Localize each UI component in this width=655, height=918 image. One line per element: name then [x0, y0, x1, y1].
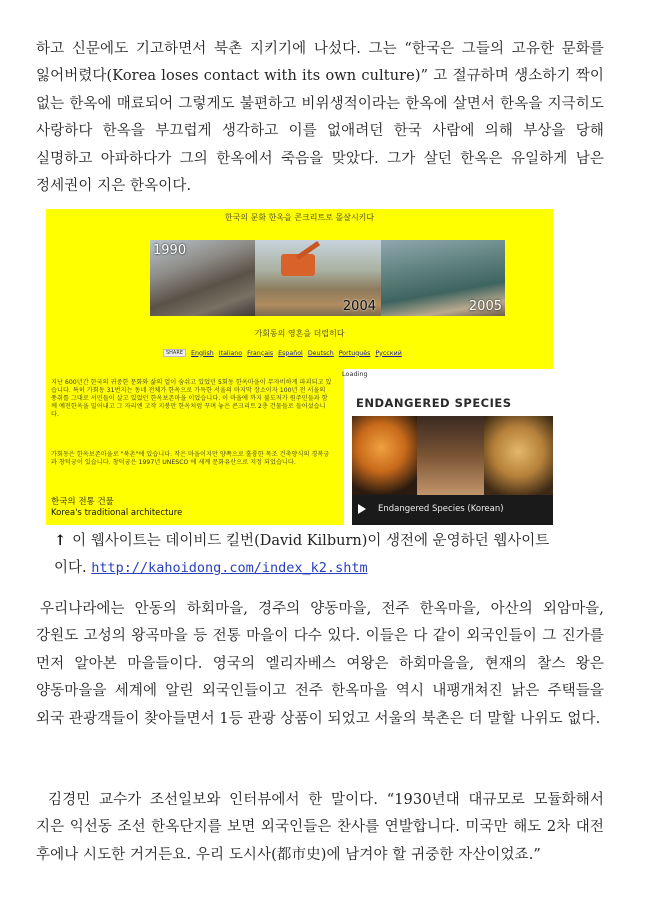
lang-link-italiano[interactable]: Italiano — [218, 349, 243, 357]
paragraph-1: 하고 신문에도 기고하면서 북촌 지키기에 나섰다. 그는 “한국은 그들의 고유한 문화를 잃어버렸다(Korea loses contact with its own culture)” 고 절규하며 생소하기 짝이 없는 한옥에 매료되어 그렇게도 불편하고 비위생적이라는 한옥에 살면서 한옥을 지극히도 사랑하다 한옥을 부끄럽게 생각하고 이를 없애려던 한국 사람에 의해 부상을 당해 실명하고 아파하다가 그의 한옥에서 죽음을 맞았다. 그가 살던 한옥은 유일하게 남은 정세권이 지은 한옥이다. — [36, 41, 604, 195]
lang-link-english[interactable]: English — [191, 349, 214, 357]
lang-link-russian[interactable]: Русский — [375, 349, 402, 357]
year-label-2005: 2005 — [468, 299, 502, 314]
video-title: ENDANGERED SPECIES — [356, 396, 512, 410]
photo-2005 — [381, 240, 505, 316]
lang-link-espanol[interactable]: Español — [278, 349, 303, 357]
tiger-image — [352, 416, 417, 495]
share-button[interactable]: SHARE — [163, 349, 186, 357]
figure-caption — [54, 527, 559, 582]
leopard-image — [484, 416, 553, 495]
photo-1990 — [150, 240, 255, 316]
caption-link[interactable]: http://kahoidong.com/index_k2.shtm — [91, 560, 368, 576]
heading-english: Korea's traditional architecture — [51, 508, 183, 518]
language-links — [163, 349, 402, 357]
heading-korean: 한국의 전통 건물 — [51, 497, 114, 507]
up-arrow-icon: ↑ — [54, 532, 67, 549]
lang-link-portugues[interactable]: Português — [338, 349, 371, 357]
description-panel — [46, 369, 344, 525]
paragraph-3: 김경민 교수가 조선일보와 인터뷰에서 한 말이다. “1930년대 대규모로 모듈화해서 지은 익선동 조선 한옥단지를 보면 외국인들은 찬사를 연발합니다. 미국만 해도 2차 대전 후에나 시도한 거거든요. 우리 도시사(都市史)에 남겨야 할 귀중한 자산이었죠.” — [36, 792, 604, 863]
video-label: Endangered Species (Korean) — [378, 504, 504, 514]
loading-text: Loading — [342, 370, 368, 378]
photo-strip — [150, 240, 505, 316]
description-text-2: 가회동은 한옥보존마을로 "북촌"에 있습니다. 작은 마을이지만 양쪽으로 훌륭한 목조 건축양식의 경복궁과 창덕궁이 있습니다. 창덕궁은 1997년 UNESCO 에 세계 문화유산으로 지정 되었습니다. — [51, 451, 330, 466]
website-screenshot-figure — [46, 209, 553, 525]
year-label-1990: 1990 — [153, 243, 187, 258]
caption-text: 이 웹사이트는 데이비드 킬번(David Kilburn)이 생전에 운영하던 웹사이트이다. — [54, 533, 550, 576]
hanok-interior-image — [417, 416, 484, 495]
figure-banner — [46, 209, 553, 369]
year-label-2004: 2004 — [342, 299, 376, 314]
lang-link-deutsch[interactable]: Deutsch — [307, 349, 334, 357]
video-thumbnail — [352, 392, 553, 495]
figure-subtitle: 가회동의 영혼을 더럽히다 — [254, 329, 345, 338]
description-text-1: 지난 600년간 한국의 귀중한 문화와 삶의 얼이 숨쉬고 있었던 5회동 한옥마을이 무자비하게 파괴되고 있습니다. 특히 가회동 31번지는 동네 전체가 한옥으로 가득한 서울의 마지막 장소이자 100년 전 서울의 풍취를 그대로 서민들이 살고 있었던 한옥보존마을 이었습니다. 이 마을에 까지 불도저가 원주민들과 함께 예전한옥을 밀어내고 그 자리엔 고작 지붕만 한옥처럼 꾸며 놓은 콘크리트 2층 건물들로 들어섰습니다. — [51, 379, 332, 418]
play-icon[interactable] — [358, 504, 366, 514]
figure-lower — [46, 369, 553, 525]
photo-2004 — [255, 240, 381, 316]
paragraph-2: 우리나라에는 안동의 하회마을, 경주의 양동마을, 전주 한옥마을, 아산의 외암마을, 강원도 고성의 왕곡마을 등 전통 마을이 다수 있다. 이들은 다 같이 외국인들이 그 진가를 먼저 알아본 마을들이다. 영국의 엘리자베스 여왕은 하회마을을, 현재의 찰스 왕은 양동마을을 세계에 알린 외국인들이고 전주 한옥마을 역시 내팽개쳐진 낡은 주택들을 외국 관광객들이 찾아들면서 1등 관광 상품이 되었고 서울의 북촌은 더 말할 나위도 없다. — [36, 601, 604, 727]
lang-link-francais[interactable]: Français — [247, 349, 274, 357]
figure-title: 한국의 문화 한옥을 콘크리트로 몰살시키다 — [224, 213, 375, 222]
video-images — [352, 416, 553, 495]
video-title-bar — [352, 495, 553, 525]
video-player[interactable] — [352, 392, 553, 525]
